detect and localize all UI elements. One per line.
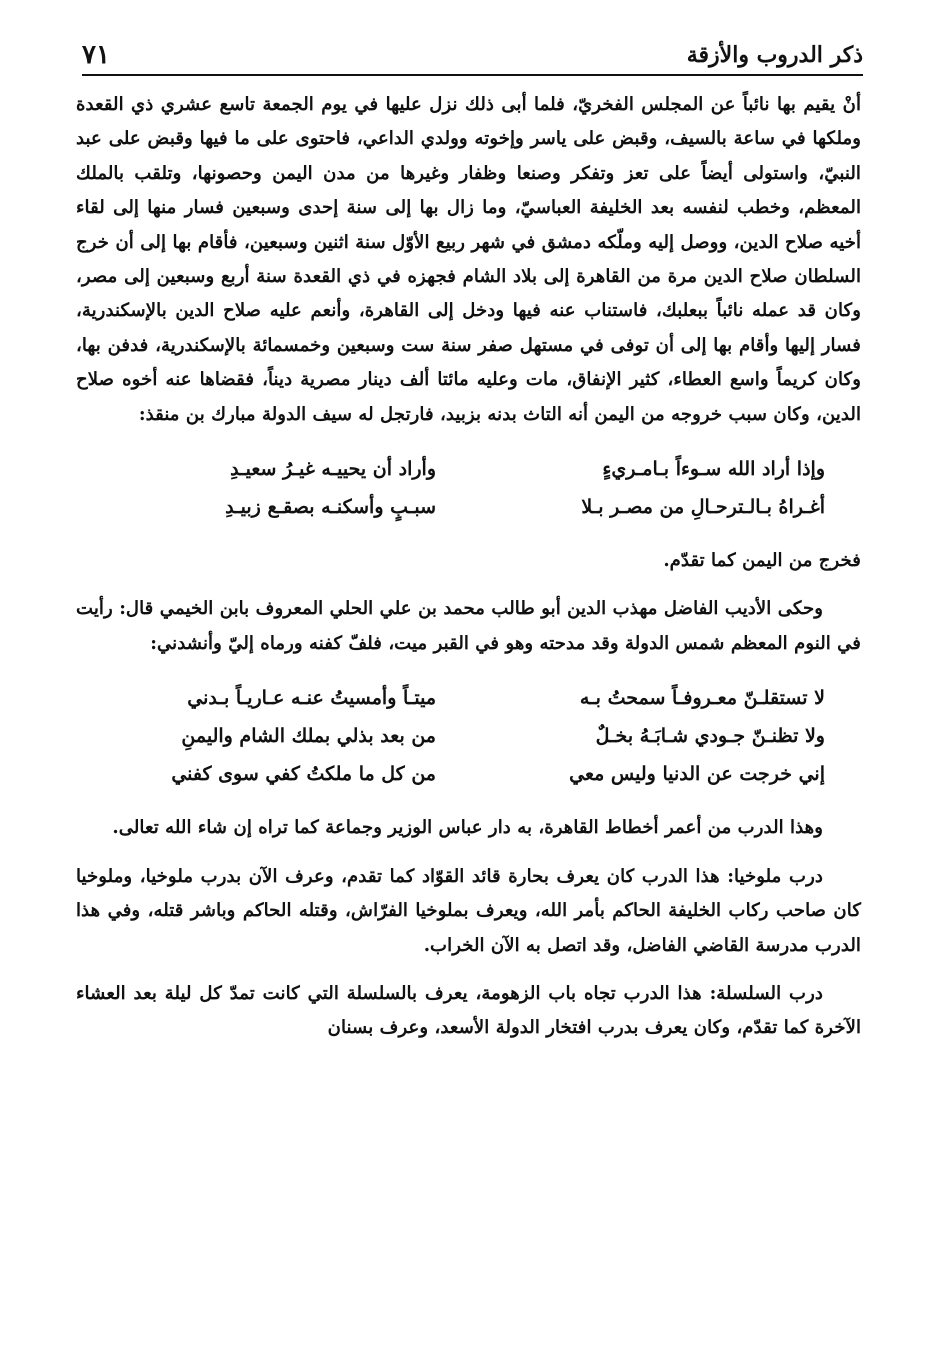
running-title: ذكر الدروب والأزقة: [686, 42, 863, 68]
verse-first-hemistich: ولا تظنـنّ جـودي شـابَـهُ بخـلٌ: [595, 725, 825, 748]
verse-line: [76, 755, 861, 793]
verse-second-hemistich: سبـبٍ وأسكنـه بصقـع زبيـدِ: [225, 496, 436, 519]
paragraph-darb-al-silsila: درب السلسلة: هذا الدرب تجاه باب الزهومة، يعرف بالسلسلة التي كانت تمدّ كل ليلة بعد العشاء الآخرة كما تقدّم، وكان يعرف بدرب افتخار الدولة الأسعد، وعرف بسنان: [76, 982, 861, 1039]
paragraph-darb-description: وهذا الدرب من أعمر أخطاط القاهرة، به دار عباس الوزير وجماعة كما تراه إن شاء الله تعالى.: [112, 817, 823, 839]
verse-line: [76, 717, 861, 755]
verse-second-hemistich: وأراد أن يحييـه غيـرُ سعيـدِ: [230, 458, 436, 481]
verse-first-hemistich: لا تستقلـنّ معـروفـاً سمحتُ بـه: [579, 687, 825, 710]
page-header: [82, 28, 863, 76]
verse-line: [76, 679, 861, 717]
page-body: [76, 88, 861, 1046]
paragraph-darb-mulukhiya: درب ملوخيا: هذا الدرب كان يعرف بحارة قائد القوّاد كما تقدم، وعرف الآن بدرب ملوخيا، وملوخيا كان صاحب ركاب الخليفة الحاكم بأمر الله، ويعرف بملوخيا الفرّاش، وقتله الحاكم وباشر قتله، وفي هذا الدرب مدرسة القاضي الفاضل، وقد اتصل به الآن الخراب.: [76, 865, 861, 956]
poem-ibn-munqidh: [76, 450, 861, 526]
verse-line: [76, 488, 861, 526]
paragraph-departure: فخرج من اليمن كما تقدّم.: [663, 550, 861, 572]
page-number: ٧١: [82, 40, 110, 70]
verse-first-hemistich: إني خرجت عن الدنيا وليس معي: [569, 763, 825, 786]
verse-first-hemistich: وإذا أراد الله سـوءاً بـامـريءٍ: [602, 458, 825, 481]
paragraph-ibn-al-khaymi: وحكى الأديب الفاضل مهذب الدين أبو طالب محمد بن علي الحلي المعروف بابن الخيمي قال: رأيت في النوم المعظم شمس الدولة وقد مدحته وهو في القبر ميت، فلفّ كفنه ورماه إليّ وأنشدني:: [76, 598, 861, 654]
poem-ibn-al-khaymi: [76, 679, 861, 793]
verse-second-hemistich: من بعد بذلي بملك الشام واليمنِ: [181, 725, 436, 748]
verse-first-hemistich: أغـراهُ بـالـترحـالِ من مصـر بـلا: [581, 496, 825, 519]
verse-second-hemistich: ميتـاً وأمسيتُ عنـه عـاريـاً بـدني: [187, 687, 436, 710]
verse-second-hemistich: من كل ما ملكتُ كفي سوى كفني: [171, 763, 436, 786]
verse-line: [76, 450, 861, 488]
paragraph-shams-al-dawla: أنْ يقيم بها نائباً عن المجلس الفخريّ، فلما أبى ذلك نزل عليها في يوم الجمعة تاسع عشري ذي القعدة وملكها في ساعة بالسيف، وقبض على ياسر وإخوته وولدي الداعي، فاحتوى على ما فيها وقبض على عبد النبيّ، واستولى أيضاً على تعز وتفكر وصنعا وظفار وغيرها من مدن اليمن وحصونها، وتلقب بالملك المعظم، وخطب لنفسه بعد الخليفة العباسيّ، وما زال بها إلى سنة إحدى وسبعين فسار منها إلى لقاء أخيه صلاح الدين، ووصل إليه وملّكه دمشق في شهر ربيع الأوّل سنة اثنين وسبعين، فأقام بها إلى أن خرج السلطان صلاح الدين مرة من القاهرة إلى بلاد الشام فجهزه في ذي القعدة سنة أربع وسبعين إلى مصر، وكان قد عمله نائباً ببعلبك، فاستناب عنه فيها ودخل إلى القاهرة، وأنعم عليه صلاح الدين بالإسكندرية، فسار إليها وأقام بها إلى أن توفى في مستهل صفر سنة ست وسبعين وخمسمائة بالإسكندرية، فدفن بها، وكان كريماً واسع العطاء، كثير الإنفاق، مات وعليه مائتا ألف دينار مصرية ديناً، فقضاها عنه أخوه صلاح الدين، وكان سبب خروجه من اليمن أنه التاث بدنه بزبيد، فارتجل له سيف الدولة مبارك بن منقذ:: [76, 94, 861, 425]
